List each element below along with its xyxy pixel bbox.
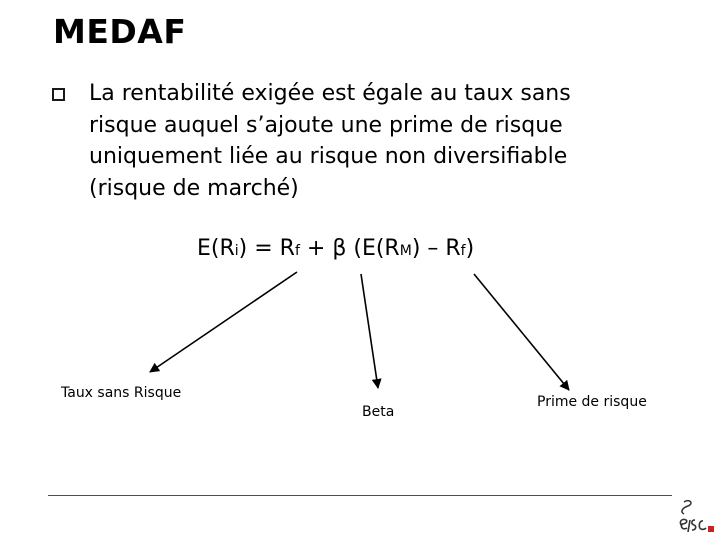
label-taux-sans-risque: Taux sans Risque xyxy=(61,385,182,401)
formula-part: ) – R xyxy=(411,236,461,261)
bullet-line: risque auquel s’ajoute une prime de risque xyxy=(89,112,563,138)
arrow-to-taux xyxy=(150,272,297,372)
footer-divider xyxy=(48,495,672,496)
bullet-line: uniquement liée au risque non diversifiable xyxy=(89,144,568,169)
subscript-i: i xyxy=(234,243,239,259)
formula-part: E(R xyxy=(197,236,235,261)
arrow-to-beta xyxy=(361,274,378,388)
slide-title: MEDAF xyxy=(53,12,187,51)
bullet-line: (risque de marché) xyxy=(89,175,299,201)
label-prime-de-risque: Prime de risque xyxy=(537,394,647,410)
subscript-m: M xyxy=(399,243,412,259)
formula-part: + β (E(R xyxy=(299,236,400,261)
arrow-to-prime xyxy=(474,274,569,390)
label-beta: Beta xyxy=(362,404,395,420)
subscript-f: f xyxy=(460,243,466,259)
esc-logo-icon xyxy=(672,496,716,540)
formula-part: ) xyxy=(465,236,475,261)
subscript-f: f xyxy=(294,243,300,259)
formula-part: ) = R xyxy=(238,236,295,261)
bullet-line: La rentabilité exigée est égale au taux sans xyxy=(89,81,571,106)
